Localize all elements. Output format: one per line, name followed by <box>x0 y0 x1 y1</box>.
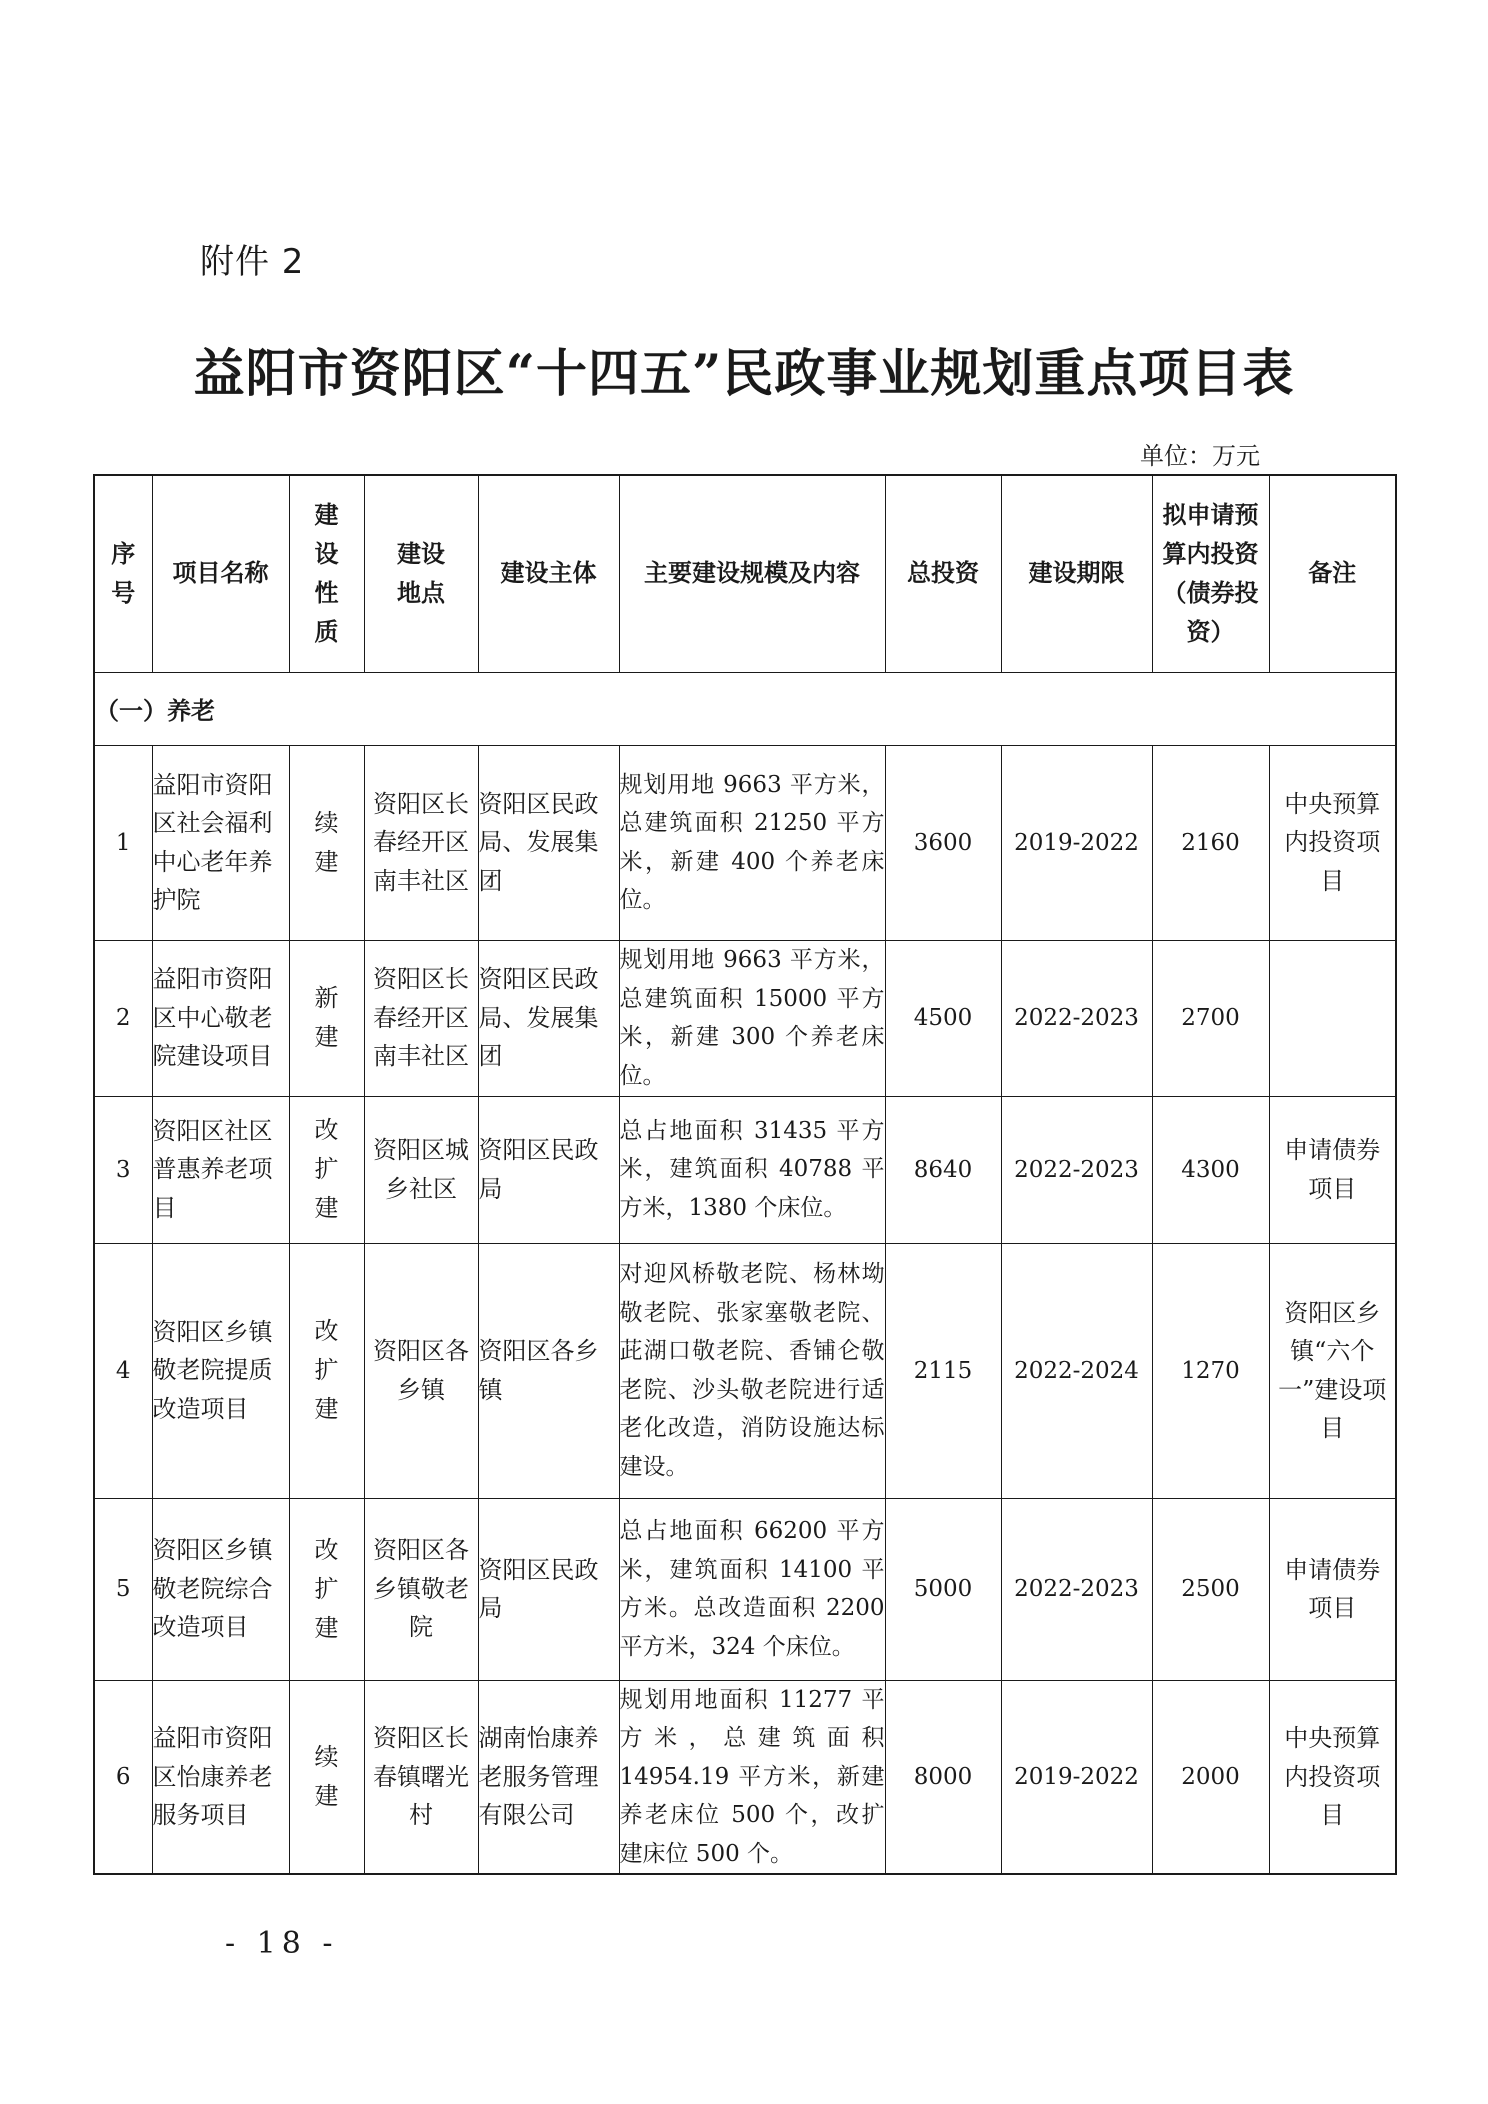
cell-name: 资阳区乡镇敬老院综合改造项目 <box>152 1498 289 1680</box>
cell-name: 益阳市资阳区中心敬老院建设项目 <box>152 940 289 1096</box>
cell-period: 2019-2022 <box>1001 745 1152 940</box>
cell-owner: 资阳区各乡镇 <box>478 1243 619 1498</box>
cell-seq: 3 <box>94 1096 152 1243</box>
col-header-seq: 序号 <box>94 475 152 672</box>
unit-label: 单位：万元 <box>1140 442 1260 470</box>
cell-remark <box>1269 940 1396 1096</box>
cell-period: 2022-2023 <box>1001 940 1152 1096</box>
table-row <box>94 1498 1396 1680</box>
cell-nature: 新建 <box>289 940 364 1096</box>
cell-owner: 资阳区民政局 <box>478 1498 619 1680</box>
attachment-label: 附件 2 <box>200 242 305 282</box>
cell-investment: 4500 <box>885 940 1001 1096</box>
cell-name: 益阳市资阳区怡康养老服务项目 <box>152 1680 289 1874</box>
col-header-scope: 主要建设规模及内容 <box>619 475 885 672</box>
page-number: - 18 - <box>225 1926 339 1961</box>
cell-owner: 资阳区民政局 <box>478 1096 619 1243</box>
cell-scope: 规划用地 9663 平方米，总建筑面积 21250 平方米，新建 400 个养老床位。 <box>619 745 885 940</box>
cell-seq: 2 <box>94 940 152 1096</box>
cell-name: 资阳区社区普惠养老项目 <box>152 1096 289 1243</box>
col-header-remark: 备注 <box>1269 475 1396 672</box>
project-table <box>93 474 1397 1875</box>
cell-name: 益阳市资阳区社会福利中心老年养护院 <box>152 745 289 940</box>
cell-remark: 资阳区乡镇“六个一”建设项目 <box>1269 1243 1396 1498</box>
cell-location: 资阳区长春经开区南丰社区 <box>364 940 478 1096</box>
cell-nature: 续建 <box>289 1680 364 1874</box>
cell-budget: 4300 <box>1152 1096 1269 1243</box>
col-header-investment: 总投资 <box>885 475 1001 672</box>
table-row <box>94 1680 1396 1874</box>
cell-budget: 2700 <box>1152 940 1269 1096</box>
cell-investment: 8000 <box>885 1680 1001 1874</box>
cell-nature: 改扩建 <box>289 1096 364 1243</box>
cell-location: 资阳区各乡镇 <box>364 1243 478 1498</box>
col-header-owner: 建设主体 <box>478 475 619 672</box>
section-row <box>94 672 1396 745</box>
cell-investment: 2115 <box>885 1243 1001 1498</box>
cell-scope: 总占地面积 31435 平方米，建筑面积 40788 平方米，1380 个床位。 <box>619 1096 885 1243</box>
cell-period: 2019-2022 <box>1001 1680 1152 1874</box>
cell-location: 资阳区长春经开区南丰社区 <box>364 745 478 940</box>
cell-period: 2022-2023 <box>1001 1096 1152 1243</box>
cell-location: 资阳区各乡镇敬老院 <box>364 1498 478 1680</box>
cell-seq: 1 <box>94 745 152 940</box>
cell-budget: 2000 <box>1152 1680 1269 1874</box>
table-row <box>94 1096 1396 1243</box>
cell-investment: 8640 <box>885 1096 1001 1243</box>
cell-remark: 中央预算内投资项目 <box>1269 1680 1396 1874</box>
cell-period: 2022-2024 <box>1001 1243 1152 1498</box>
table-row <box>94 745 1396 940</box>
cell-location: 资阳区城乡社区 <box>364 1096 478 1243</box>
section-label: （一）养老 <box>94 672 1396 745</box>
cell-owner: 资阳区民政局、发展集团 <box>478 940 619 1096</box>
cell-investment: 5000 <box>885 1498 1001 1680</box>
cell-remark: 中央预算内投资项目 <box>1269 745 1396 940</box>
cell-scope: 总占地面积 66200 平方米，建筑面积 14100 平方米。总改造面积 2200 平方米，324 个床位。 <box>619 1498 885 1680</box>
cell-location: 资阳区长春镇曙光村 <box>364 1680 478 1874</box>
cell-scope: 对迎风桥敬老院、杨林坳敬老院、张家塞敬老院、茈湖口敬老院、香铺仑敬老院、沙头敬老院进行适老化改造，消防设施达标建设。 <box>619 1243 885 1498</box>
cell-seq: 6 <box>94 1680 152 1874</box>
cell-budget: 1270 <box>1152 1243 1269 1498</box>
cell-nature: 续建 <box>289 745 364 940</box>
page-title: 益阳市资阳区“十四五”民政事业规划重点项目表 <box>193 344 1295 404</box>
col-header-nature: 建设性质 <box>289 475 364 672</box>
cell-owner: 湖南怡康养老服务管理有限公司 <box>478 1680 619 1874</box>
cell-period: 2022-2023 <box>1001 1498 1152 1680</box>
cell-owner: 资阳区民政局、发展集团 <box>478 745 619 940</box>
cell-nature: 改扩建 <box>289 1243 364 1498</box>
cell-seq: 5 <box>94 1498 152 1680</box>
cell-budget: 2160 <box>1152 745 1269 940</box>
cell-budget: 2500 <box>1152 1498 1269 1680</box>
col-header-period: 建设期限 <box>1001 475 1152 672</box>
col-header-location: 建设地点 <box>364 475 478 672</box>
cell-nature: 改扩建 <box>289 1498 364 1680</box>
cell-remark: 申请债券项目 <box>1269 1498 1396 1680</box>
table-row <box>94 940 1396 1096</box>
col-header-budget: 拟申请预算内投资（债券投资） <box>1152 475 1269 672</box>
cell-name: 资阳区乡镇敬老院提质改造项目 <box>152 1243 289 1498</box>
cell-scope: 规划用地面积 11277 平方米，总建筑面积 14954.19 平方米，新建养老床位 500 个，改扩建床位 500 个。 <box>619 1680 885 1874</box>
table-row <box>94 1243 1396 1498</box>
cell-scope: 规划用地 9663 平方米，总建筑面积 15000 平方米，新建 300 个养老床位。 <box>619 940 885 1096</box>
table-header-row <box>94 475 1396 672</box>
col-header-name: 项目名称 <box>152 475 289 672</box>
cell-investment: 3600 <box>885 745 1001 940</box>
cell-seq: 4 <box>94 1243 152 1498</box>
cell-remark: 申请债券项目 <box>1269 1096 1396 1243</box>
